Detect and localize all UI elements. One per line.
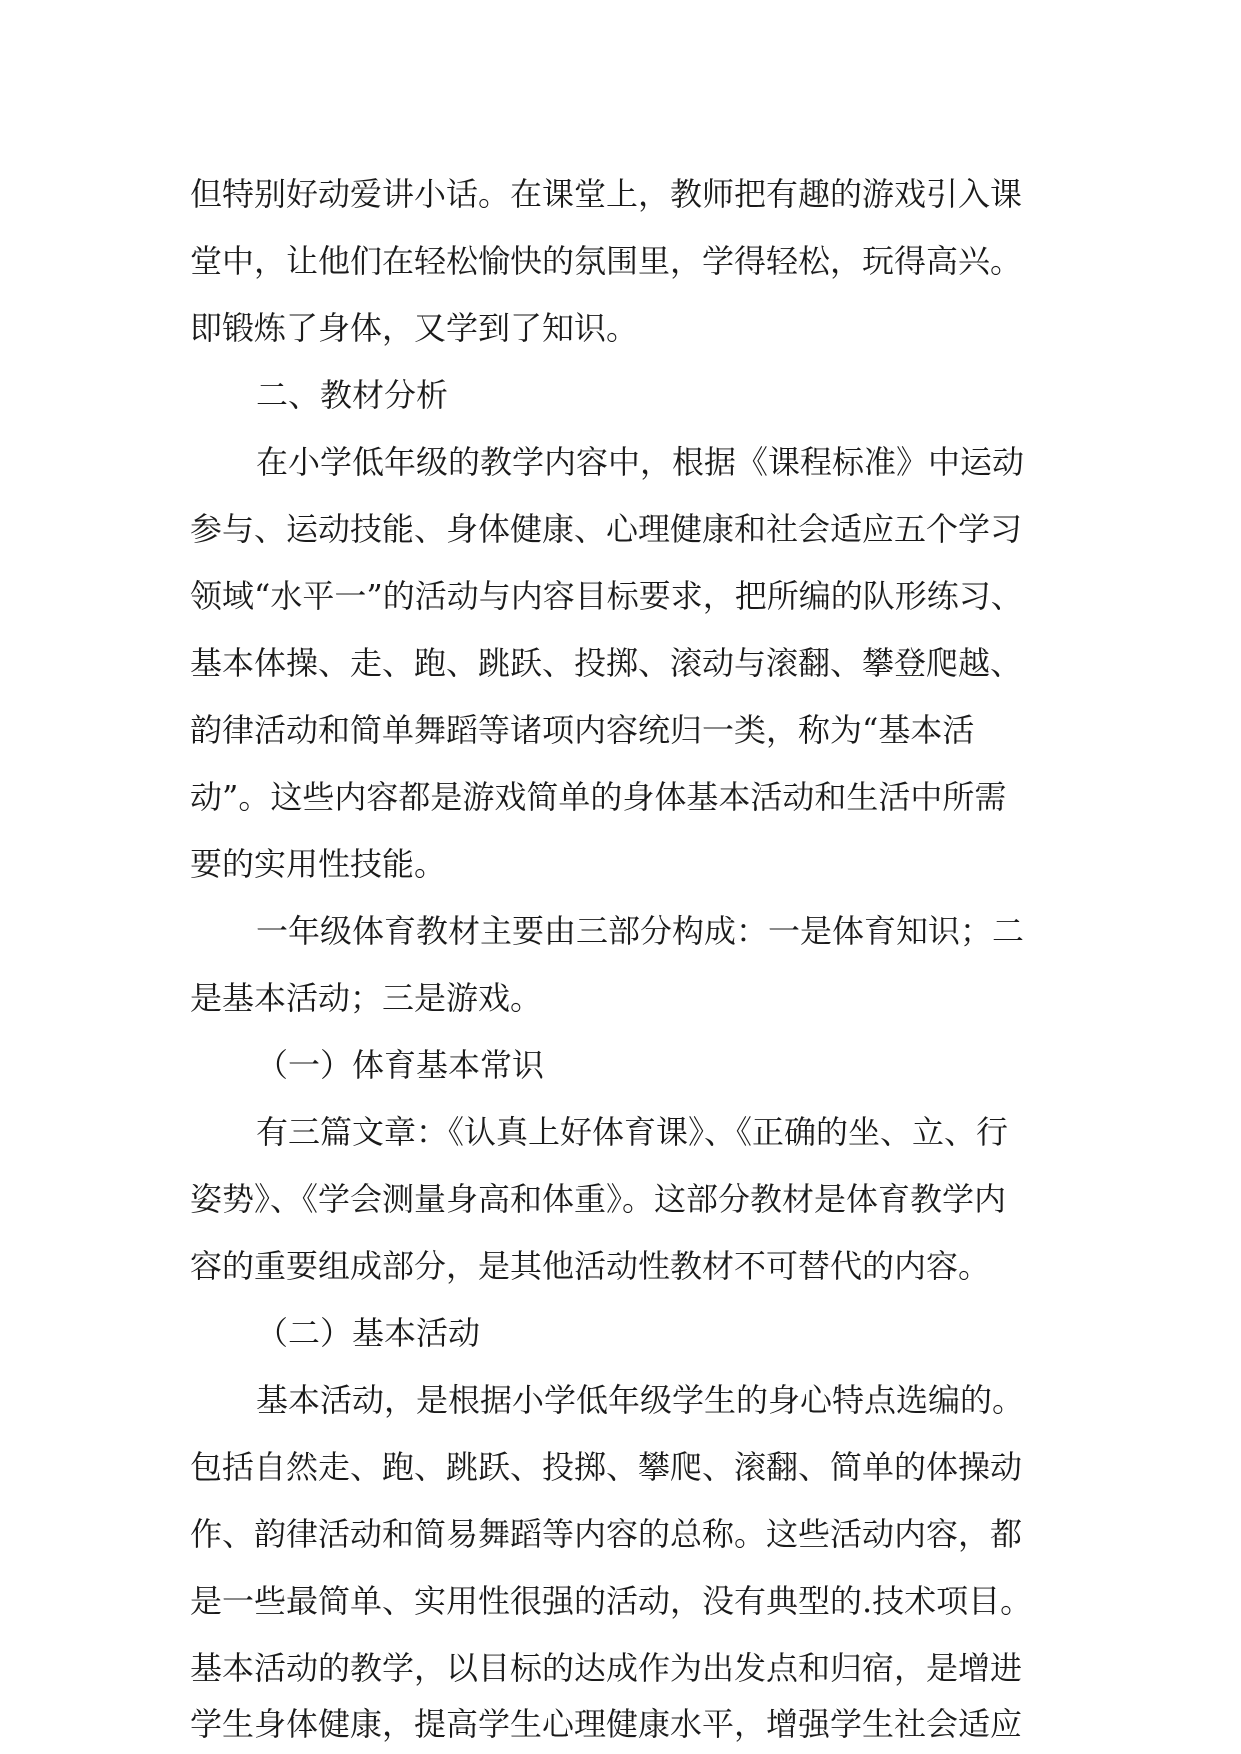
text-line: 学生身体健康，提高学生心理健康水平，增强学生社会适应 (190, 1705, 1023, 1743)
text-line: 是基本活动；三是游戏。 (190, 979, 543, 1017)
text-line: 有三篇文章：《认真上好体育课》、《正确的坐、立、行 (256, 1113, 1009, 1151)
text-line: 动”。这些内容都是游戏简单的身体基本活动和生活中所需 (190, 778, 1007, 816)
text-line: 堂中，让他们在轻松愉快的氛围里，学得轻松，玩得高兴。 (190, 242, 1023, 280)
text-line: 一年级体育教材主要由三部分构成：一是体育知识；二 (256, 912, 1025, 950)
text-line: 基本活动的教学，以目标的达成作为出发点和归宿，是增进 (190, 1649, 1023, 1687)
text-line: 基本活动，是根据小学低年级学生的身心特点选编的。 (256, 1381, 1025, 1419)
text-line: 姿势》、《学会测量身高和体重》。这部分教材是体育教学内 (190, 1180, 1007, 1218)
text-line: 即锻炼了身体，又学到了知识。 (190, 309, 639, 347)
text-line: 作、韵律活动和简易舞蹈等内容的总称。这些活动内容，都 (190, 1515, 1023, 1553)
text-line: 是一些最简单、实用性很强的活动，没有典型的.技术项目。 (190, 1582, 1033, 1620)
text-line: 在小学低年级的教学内容中，根据《课程标准》中运动 (256, 443, 1025, 481)
subsection-heading: （二）基本活动 (256, 1314, 481, 1352)
text-line: 但特别好动爱讲小话。在课堂上，教师把有趣的游戏引入课 (190, 175, 1023, 213)
text-line: 领域“水平一”的活动与内容目标要求，把所编的队形练习、 (190, 577, 1023, 615)
text-line: 参与、运动技能、身体健康、心理健康和社会适应五个学习 (190, 510, 1023, 548)
text-line: 要的实用性技能。 (190, 845, 447, 883)
text-line: 容的重要组成部分，是其他活动性教材不可替代的内容。 (190, 1247, 991, 1285)
text-line: 韵律活动和简单舞蹈等诸项内容统归一类，称为“基本活 (190, 711, 975, 749)
text-line: 基本体操、走、跑、跳跃、投掷、滚动与滚翻、攀登爬越、 (190, 644, 1023, 682)
subsection-heading: （一）体育基本常识 (256, 1046, 545, 1084)
text-line: 包括自然走、跑、跳跃、投掷、攀爬、滚翻、简单的体操动 (190, 1448, 1023, 1486)
section-heading: 二、教材分析 (256, 376, 449, 414)
